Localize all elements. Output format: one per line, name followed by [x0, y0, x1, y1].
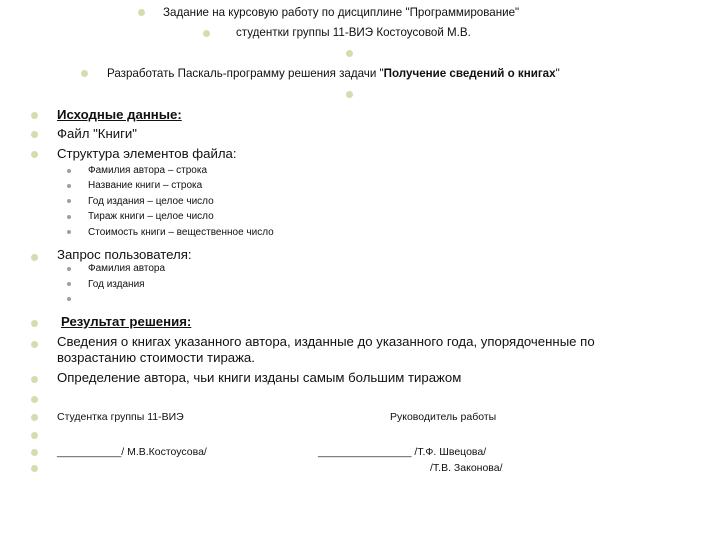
task-statement — [107, 67, 560, 81]
bullet-icon — [31, 449, 38, 456]
bullet-icon — [346, 50, 353, 57]
input-heading: Исходные данные: — [57, 107, 182, 122]
field-item: Год издания – целое число — [88, 196, 214, 207]
task-suffix: " — [555, 67, 560, 80]
supervisor-signature-1: ________________ /Т.Ф. Швецова/ — [318, 446, 487, 458]
student-label: Студентка группы 11-ВИЭ — [57, 411, 184, 423]
student-signature: ___________/ М.В.Костоусова/ — [57, 446, 207, 458]
supervisor-signature-2: /Т.В. Законова/ — [430, 462, 503, 474]
bullet-icon — [31, 396, 38, 403]
bullet-icon — [81, 70, 88, 77]
sub-bullet-icon — [67, 169, 71, 173]
header-line-1: Задание на курсовую работу по дисциплине "Программирование" — [163, 6, 520, 19]
result-item-1-line-1: Сведения о книгах указанного автора, изданные до указанного года, упорядоченные по — [57, 334, 595, 349]
bullet-icon — [31, 151, 38, 158]
query-item: Год издания — [88, 279, 145, 290]
bullet-icon — [31, 341, 38, 348]
bullet-icon — [31, 112, 38, 119]
sub-bullet-icon — [67, 282, 71, 286]
sub-bullet-icon — [67, 199, 71, 203]
field-item: Стоимость книги – вещественное число — [88, 227, 274, 238]
sub-bullet-icon — [67, 184, 71, 188]
field-item: Тираж книги – целое число — [88, 211, 214, 222]
bullet-icon — [31, 414, 38, 421]
field-item: Фамилия автора – строка — [88, 165, 208, 176]
header-line-2: студентки группы 11-ВИЭ Костоусовой М.В. — [236, 26, 471, 39]
input-file: Файл "Книги" — [57, 126, 137, 141]
result-heading: Результат решения: — [61, 314, 192, 329]
task-title: Получение сведений о книгах — [383, 67, 556, 80]
bullet-icon — [138, 9, 145, 16]
bullet-icon — [31, 376, 38, 383]
query-heading: Запрос пользователя: — [57, 247, 192, 262]
bullet-icon — [31, 465, 38, 472]
bullet-icon — [31, 432, 38, 439]
query-item: Фамилия автора — [88, 263, 166, 274]
sub-bullet-icon — [67, 267, 71, 271]
bullet-icon — [31, 254, 38, 261]
result-item-2: Определение автора, чьи книги изданы самым большим тиражом — [57, 370, 462, 385]
result-item-1-line-2: возрастанию стоимости тиража. — [57, 350, 255, 365]
sub-bullet-icon — [67, 215, 71, 219]
sub-bullet-icon — [67, 230, 71, 234]
bullet-icon — [31, 131, 38, 138]
bullet-icon — [203, 30, 210, 37]
bullet-icon — [346, 91, 353, 98]
supervisor-label: Руководитель работы — [390, 411, 497, 423]
sub-bullet-icon — [67, 297, 71, 301]
bullet-icon — [31, 320, 38, 327]
field-item: Название книги – строка — [88, 180, 203, 191]
task-prefix: Разработать Паскаль-программу решения задачи " — [107, 67, 384, 80]
input-structure: Структура элементов файла: — [57, 146, 237, 161]
